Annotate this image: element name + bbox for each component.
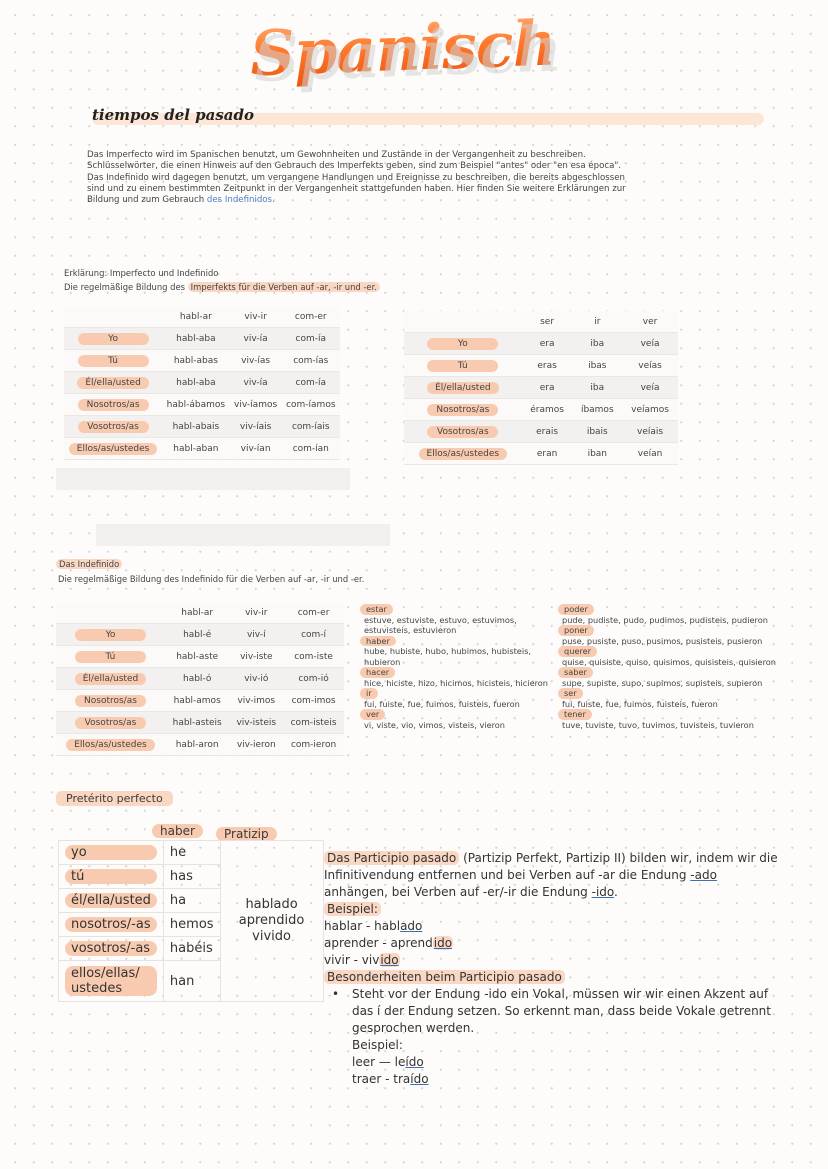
pronoun-cell	[404, 377, 522, 399]
conjugation-cell: viv-í	[229, 624, 283, 646]
conjugation-cell: habl-aban	[162, 438, 229, 460]
haber-form: has	[163, 865, 220, 889]
conjugation-cell: era	[522, 377, 573, 399]
conjugation-cell: veía	[622, 377, 678, 399]
bullet-content	[352, 986, 784, 1088]
irregular-verb	[558, 709, 778, 720]
conjugation-cell: com-ían	[282, 438, 340, 460]
intro-paragraph-2	[87, 173, 627, 207]
page-title: Spanisch	[248, 6, 558, 91]
conjugation-cell: erais	[522, 421, 573, 443]
imperfecto-irregular-table	[404, 311, 678, 465]
table-row	[56, 668, 344, 690]
table-row	[404, 333, 678, 355]
table-row	[59, 841, 324, 865]
conjugation-cell: com-ió	[283, 668, 344, 690]
example-vivir-stem: vivir - viv	[324, 953, 380, 967]
irregular-verb-label: saber	[558, 667, 593, 678]
conjugation-cell: com-isteis	[283, 712, 344, 734]
bullet-item	[332, 986, 784, 1088]
bullet-dot-icon: •	[332, 987, 340, 1001]
imperfecto-label: Erklärung: Imperfecto und Indefinido	[64, 268, 219, 278]
empty-table-row	[56, 468, 350, 490]
pronoun-cell	[56, 734, 165, 756]
pronoun-label: Ellos/as/ustedes	[66, 739, 155, 751]
irregular-verb	[360, 709, 556, 720]
irregular-verb-forms: estuve, estuviste, estuvo, estuvimos, estuvisteis, estuvieron	[364, 614, 517, 635]
perfecto-table-wrap	[58, 840, 324, 1002]
conjugation-cell: veía	[622, 333, 678, 355]
conjugation-cell: veíamos	[622, 399, 678, 421]
example-leer-ending: ído	[405, 1055, 424, 1069]
conjugation-cell: habl-asteis	[165, 712, 229, 734]
haber-form: ha	[163, 889, 220, 913]
irregular-verb-label: tener	[558, 709, 592, 720]
conjugation-cell: viv-ieron	[229, 734, 283, 756]
irregular-verb-label: estar	[360, 604, 393, 615]
table-row	[64, 372, 340, 394]
irregular-verb	[360, 667, 556, 678]
perfecto-label-text: Pretérito perfecto	[56, 791, 173, 806]
table-header-row	[56, 602, 344, 624]
conjugation-cell: iba	[573, 377, 623, 399]
example-hablar	[324, 918, 784, 935]
conjugation-cell: era	[522, 333, 573, 355]
example-aprender-stem: aprender - aprend	[324, 936, 433, 950]
conjugation-cell: habl-aste	[165, 646, 229, 668]
participio-header-text: Pratizip	[216, 827, 277, 841]
example-traer-stem: traer - tra	[352, 1072, 411, 1086]
pronoun-label: Yo	[78, 333, 149, 345]
table-row	[56, 712, 344, 734]
bullet-beispiel: Beispiel:	[352, 1038, 403, 1052]
imperfecto-desc-text: Die regelmäßige Bildung des	[64, 282, 185, 292]
conjugation-cell: viv-íamos	[230, 394, 282, 416]
participio-form: hablado	[245, 897, 298, 912]
conjugation-cell: com-ieron	[283, 734, 344, 756]
pronoun-label: ellos/ellas/ ustedes	[65, 966, 157, 996]
conjugation-cell: com-iste	[283, 646, 344, 668]
column-header: viv-ir	[229, 602, 283, 624]
column-header	[56, 602, 165, 624]
pronoun-label: Yo	[427, 338, 498, 350]
table-row	[64, 328, 340, 350]
beispiel-label	[324, 901, 784, 918]
conjugation-cell: viv-ió	[229, 668, 283, 690]
irregular-verb-forms: hube, hubiste, hubo, hubimos, hubisteis, hubieron	[364, 646, 531, 667]
empty-table-row	[96, 524, 390, 546]
participio-explanation	[324, 850, 784, 1088]
conjugation-cell: viv-isteis	[229, 712, 283, 734]
pronoun-label: Tú	[78, 355, 149, 367]
example-leer-stem: leer — le	[352, 1055, 406, 1069]
irregular-verb	[558, 688, 778, 699]
perfecto-table	[58, 840, 324, 1002]
column-header: habl-ar	[162, 306, 229, 328]
example-traer	[352, 1071, 784, 1088]
example-traer-ending: ído	[410, 1072, 429, 1086]
haber-form: habéis	[163, 937, 220, 961]
table-row	[404, 377, 678, 399]
pronoun-cell	[404, 421, 522, 443]
section-subtitle: tiempos del pasado	[92, 106, 255, 124]
table-header-row	[64, 306, 340, 328]
intro-text	[87, 150, 627, 206]
pronoun-label: yo	[65, 845, 157, 860]
besonderheiten-label	[324, 969, 784, 986]
participio-text-b: anhängen, bei Verben auf -er/-ir die Endung	[324, 885, 592, 899]
pronoun-cell	[64, 350, 162, 372]
pronoun-cell	[64, 438, 162, 460]
column-header	[404, 311, 522, 333]
pronoun-label: Ellos/as/ustedes	[419, 448, 508, 460]
column-header: com-er	[282, 306, 340, 328]
conjugation-cell: habl-aron	[165, 734, 229, 756]
intro-paragraph-1: Das Imperfecto wird im Spanischen benutzt, um Gewohnheiten und Zustände in der Vergangenheit zu beschreiben. Schlüsselwörter, die einen Hinweis auf den Gebrauch des Imperfekts geben, sind zum Beispiel "antes" oder "en esa época".	[87, 150, 622, 172]
pronoun-cell	[56, 690, 165, 712]
haber-form: han	[163, 961, 220, 1002]
table-row	[64, 350, 340, 372]
irregular-verb-forms: quise, quisiste, quiso, quisimos, quisisteis, quisieron	[562, 656, 776, 667]
pronoun-label: Tú	[75, 651, 146, 663]
participio-form: vivido	[252, 929, 291, 944]
pronoun-cell	[59, 841, 164, 865]
conjugation-cell: viv-íais	[230, 416, 282, 438]
table-row	[404, 421, 678, 443]
imperfecto-description	[64, 282, 380, 292]
table-header-row	[404, 311, 678, 333]
table-row	[64, 394, 340, 416]
example-leer	[352, 1054, 784, 1071]
example-vivir	[324, 952, 784, 969]
table-row	[404, 399, 678, 421]
pronoun-label: Vosotros/as	[427, 426, 498, 438]
conjugation-cell: viv-ían	[230, 438, 282, 460]
participio-paragraph	[324, 850, 784, 901]
conjugation-cell: iban	[573, 443, 623, 465]
participio-form: aprendido	[238, 913, 305, 928]
pronoun-cell	[59, 889, 164, 913]
irregular-verb	[360, 688, 556, 699]
column-header: com-er	[283, 602, 344, 624]
pronoun-cell	[56, 624, 165, 646]
haber-header-text: haber	[152, 824, 203, 838]
irregular-verb-forms: hice, hiciste, hizo, hicimos, hicisteis, hicieron	[364, 677, 548, 688]
table-row	[64, 438, 340, 460]
example-hablar-ending: ado	[400, 919, 423, 933]
conjugation-cell: viv-ía	[230, 328, 282, 350]
pronoun-label: Nosotros/as	[427, 404, 498, 416]
column-header: viv-ir	[230, 306, 282, 328]
irregular-verb	[360, 636, 556, 647]
pronoun-cell	[56, 712, 165, 734]
irregular-verb	[558, 625, 778, 636]
bullet-text: Steht vor der Endung -ido ein Vokal, müssen wir wir einen Akzent auf das í der Endung setzen. So erkennt man, dass beide Vokale getrennt gesprochen werden.	[352, 987, 771, 1035]
irregular-verb-forms: fui, fuiste, fue, fuimos, fuisteis, fueron	[562, 698, 718, 709]
conjugation-cell: viv-imos	[229, 690, 283, 712]
pronoun-label: tú	[65, 869, 157, 884]
irregular-verb	[360, 604, 556, 615]
conjugation-cell: com-ía	[282, 372, 340, 394]
conjugation-cell: iba	[573, 333, 623, 355]
irregular-verb-label: poder	[558, 604, 594, 615]
conjugation-cell: com-í	[283, 624, 344, 646]
pronoun-label: Vosotros/as	[78, 421, 149, 433]
pronoun-label: Vosotros/as	[75, 717, 146, 729]
irregular-verb	[558, 604, 778, 615]
conjugation-cell: habl-ábamos	[162, 394, 229, 416]
table-row	[64, 416, 340, 438]
pronoun-cell	[56, 668, 165, 690]
conjugation-cell: veías	[622, 355, 678, 377]
irregular-verb-forms: vi, viste, vio, vimos, visteis, vieron	[364, 719, 505, 730]
conjugation-cell: com-ía	[282, 328, 340, 350]
pronoun-label: Nosotros/as	[78, 399, 149, 411]
table-row	[56, 646, 344, 668]
pronoun-cell	[64, 394, 162, 416]
pronoun-label: Ellos/as/ustedes	[69, 443, 158, 455]
besonderheiten-label-text: Besonderheiten beim Participio pasado	[324, 970, 565, 984]
irregular-verb	[558, 667, 778, 678]
pronoun-cell	[404, 443, 522, 465]
irregular-verb-label: haber	[360, 636, 396, 647]
example-vivir-ending: ido	[380, 953, 399, 967]
beispiel-label-text: Beispiel:	[324, 902, 381, 916]
column-header: habl-ar	[165, 602, 229, 624]
conjugation-cell: habl-amos	[165, 690, 229, 712]
conjugation-cell: íbamos	[573, 399, 623, 421]
pronoun-cell	[59, 913, 164, 937]
pronoun-cell	[404, 355, 522, 377]
conjugation-cell: habl-é	[165, 624, 229, 646]
ending-ado: -ado	[690, 868, 717, 882]
conjugation-cell: habl-aba	[162, 328, 229, 350]
pronoun-label: Nosotros/as	[75, 695, 146, 707]
pronoun-cell	[404, 333, 522, 355]
haber-header	[152, 820, 203, 839]
indefinido-label	[56, 559, 122, 569]
pronoun-cell	[64, 328, 162, 350]
participio-highlight: Das Participio pasado	[324, 851, 459, 865]
conjugation-cell: ibais	[573, 421, 623, 443]
example-aprender-ending: ido	[433, 936, 453, 950]
pronoun-cell	[56, 646, 165, 668]
ending-ido: -ido	[591, 885, 615, 899]
conjugation-cell: habl-abais	[162, 416, 229, 438]
irregular-verb-forms: pude, pudiste, pudo, pudimos, pudisteis, pudieron	[562, 614, 768, 625]
column-header: ir	[573, 311, 623, 333]
pronoun-cell	[59, 865, 164, 889]
pronoun-label: Él/ella/usted	[77, 377, 148, 389]
pronoun-cell	[59, 961, 164, 1002]
imperfecto-regular-table	[64, 306, 340, 460]
conjugation-cell: éramos	[522, 399, 573, 421]
example-aprender	[324, 935, 784, 952]
haber-form: hemos	[163, 913, 220, 937]
column-header: ser	[522, 311, 573, 333]
indefinido-irregular-right	[558, 604, 778, 730]
irregular-verb-forms: tuve, tuviste, tuvo, tuvimos, tuvisteis, tuvieron	[562, 719, 754, 730]
example-hablar-stem: hablar - habl	[324, 919, 401, 933]
indefinido-description: Die regelmäßige Bildung des Indefinido für die Verben auf -ar, -ir und -er.	[58, 574, 365, 584]
irregular-verb-forms: fui, fuiste, fue, fuimos, fuisteis, fueron	[364, 698, 520, 709]
indefinido-link[interactable]: des Indefinidos.	[206, 195, 275, 206]
haber-form: he	[163, 841, 220, 865]
indefinido-label-text: Das Indefinido	[56, 559, 122, 569]
indefinido-irregular-left	[360, 604, 556, 730]
conjugation-cell: veían	[622, 443, 678, 465]
irregular-verb-label: ser	[558, 688, 583, 699]
conjugation-cell: ibas	[573, 355, 623, 377]
conjugation-cell: viv-iste	[229, 646, 283, 668]
table-row	[56, 690, 344, 712]
pronoun-label: Él/ella/usted	[427, 382, 498, 394]
participio-text-a: (Partizip Perfekt, Partizip II) bilden wir, indem wir die Infinitivendung entfernen und bei Verben auf -ar die Endung	[324, 851, 778, 882]
conjugation-cell: viv-ía	[230, 372, 282, 394]
pronoun-label: vosotros/-as	[65, 941, 157, 956]
pronoun-label: nosotros/-as	[65, 917, 157, 932]
conjugation-cell: com-imos	[283, 690, 344, 712]
pronoun-cell	[59, 937, 164, 961]
table-row	[56, 624, 344, 646]
pronoun-cell	[64, 416, 162, 438]
irregular-verb	[558, 646, 778, 657]
conjugation-cell: habl-abas	[162, 350, 229, 372]
irregular-verb-label: ver	[360, 709, 385, 720]
pronoun-label: Yo	[75, 629, 146, 641]
irregular-verb-label: ir	[360, 688, 378, 699]
irregular-verb-forms: supe, supiste, supo, supimos, supisteis, supieron	[562, 677, 763, 688]
perfecto-label	[56, 792, 173, 805]
conjugation-cell: habl-ó	[165, 668, 229, 690]
conjugation-cell: com-ías	[282, 350, 340, 372]
conjugation-cell: veíais	[622, 421, 678, 443]
table-row	[56, 734, 344, 756]
pronoun-label: Él/ella/usted	[75, 673, 146, 685]
pronoun-cell	[404, 399, 522, 421]
conjugation-cell: com-íais	[282, 416, 340, 438]
participio-list	[220, 841, 323, 1002]
irregular-verb-forms: puse, pusiste, puso, pusimos, pusisteis, pusieron	[562, 635, 763, 646]
column-header	[64, 306, 162, 328]
conjugation-cell: habl-aba	[162, 372, 229, 394]
conjugation-cell: viv-ías	[230, 350, 282, 372]
irregular-verb-label: poner	[558, 625, 594, 636]
participio-text-c: .	[614, 885, 618, 899]
conjugation-cell: eran	[522, 443, 573, 465]
pronoun-label: Tú	[427, 360, 498, 372]
imperfecto-desc-highlight: Imperfekts für die Verben auf -ar, -ir und -er.	[188, 282, 380, 292]
pronoun-label: él/ella/usted	[65, 893, 157, 908]
conjugation-cell: com-íamos	[282, 394, 340, 416]
pronoun-cell	[64, 372, 162, 394]
irregular-verb-label: querer	[558, 646, 597, 657]
conjugation-cell: eras	[522, 355, 573, 377]
irregular-verb-label: hacer	[360, 667, 395, 678]
column-header: ver	[622, 311, 678, 333]
indefinido-regular-table	[56, 602, 344, 756]
table-row	[404, 443, 678, 465]
intro-paragraph-2-text: Das Indefinido wird dagegen benutzt, um vergangene Handlungen und Ereignisse zu beschreiben, die bereits abgeschlossen sind und zu einem bestimmten Zeitpunkt in der Vergangenheit stattgefunden haben. Hier finden Sie weitere Erklärungen zur Bildung und zum Gebrauch	[87, 172, 626, 206]
table-row	[404, 355, 678, 377]
